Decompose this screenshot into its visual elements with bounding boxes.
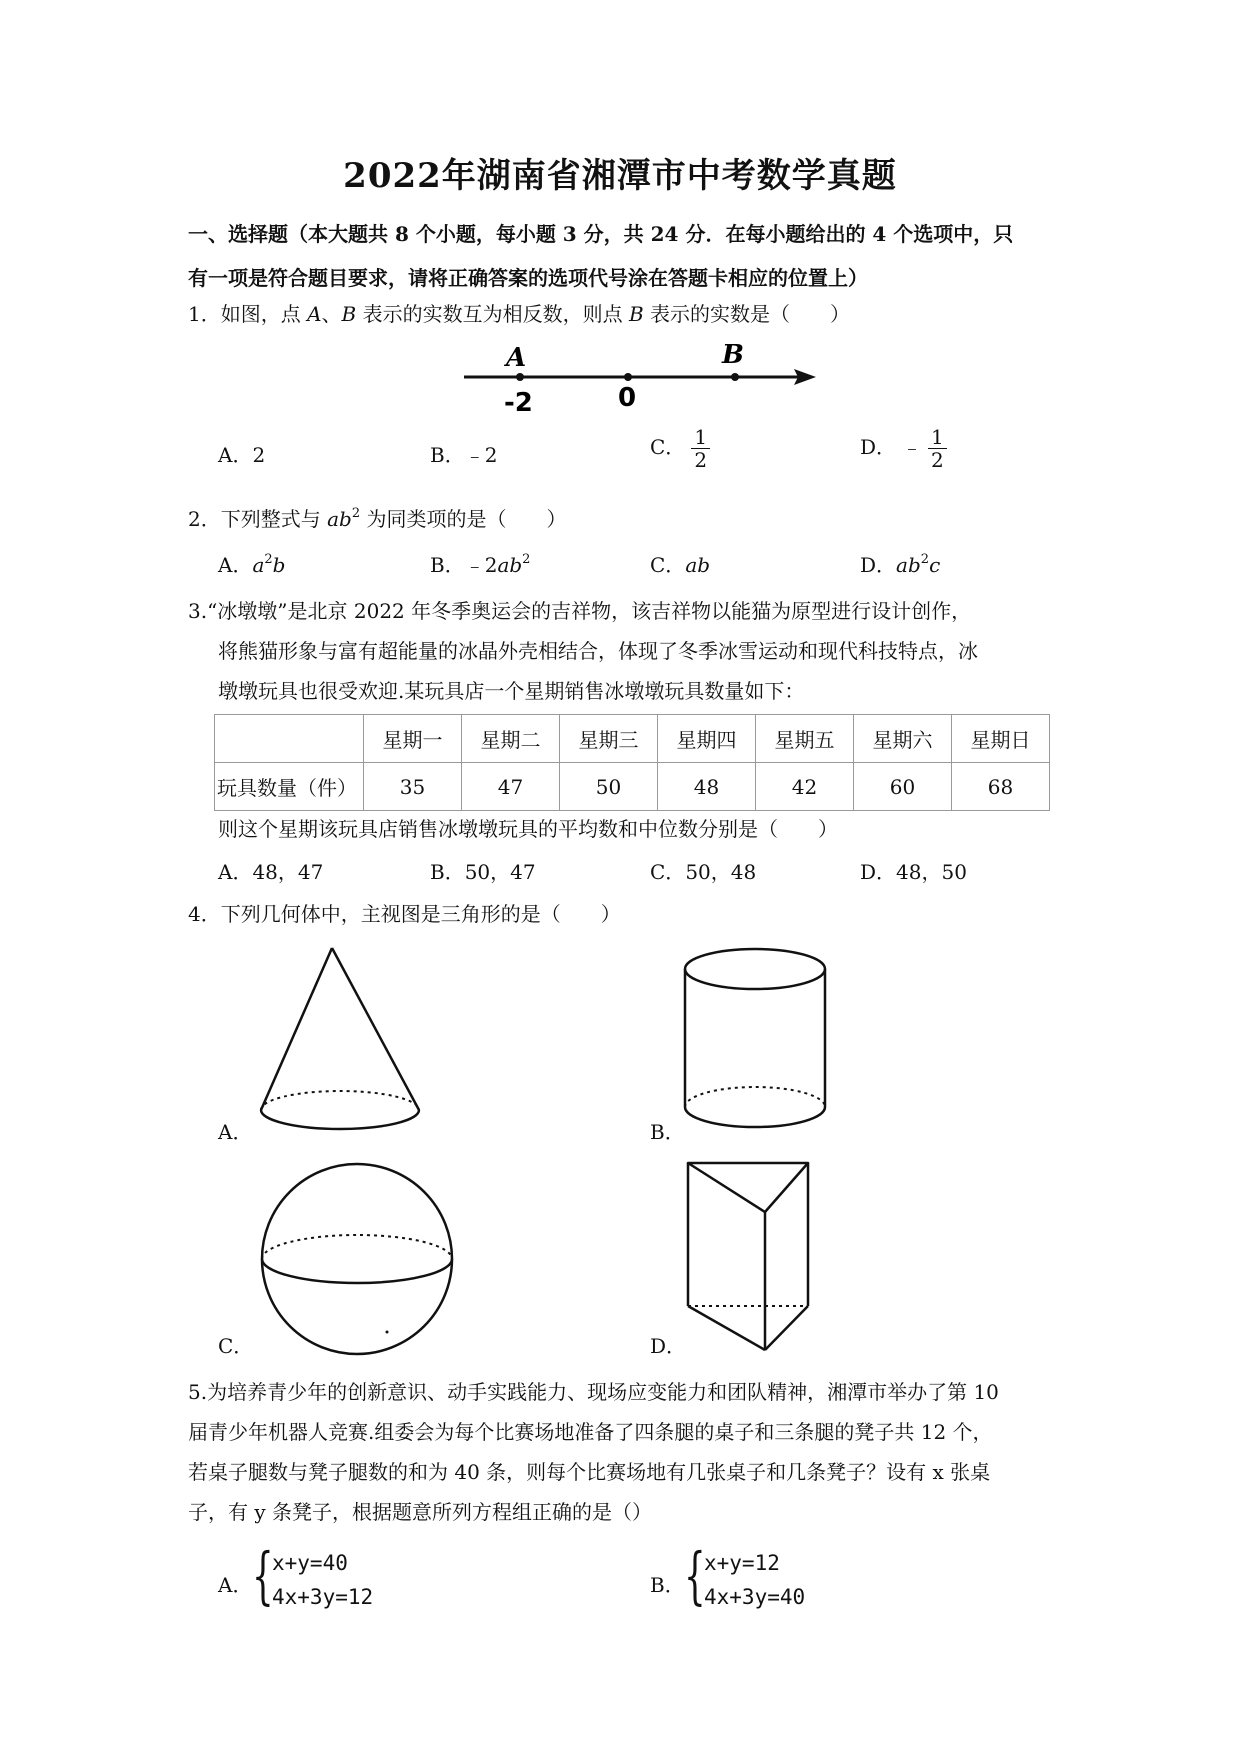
q1-option-a: A．2 xyxy=(218,443,266,467)
q3-option-b: B．50，47 xyxy=(430,860,536,884)
q5-option-a-label: A． xyxy=(218,1573,253,1597)
table-cell: 50 xyxy=(560,763,658,811)
fraction-one-half: $\frac{1}{2}$ xyxy=(928,426,947,471)
q2-option-d: D．$ab^2c$ xyxy=(860,552,941,577)
q4-option-b-label: B． xyxy=(650,1120,685,1144)
question-5-line-2: 届青少年机器人竞赛.组委会为每个比赛场地准备了四条腿的桌子和三条腿的凳子共 12 个， xyxy=(188,1420,993,1444)
tick-label-a: -2 xyxy=(504,388,533,418)
q3-option-d: D．48，50 xyxy=(860,860,967,884)
table-header-cell: 星期一 xyxy=(364,715,462,763)
q4-option-a-label: A． xyxy=(218,1120,253,1144)
question-5-line-4: 子，有 y 条凳子，根据题意所列方程组正确的是（） xyxy=(188,1500,653,1524)
q4-option-c-label: C． xyxy=(218,1334,254,1358)
sales-table xyxy=(214,714,1050,811)
point-a-dot xyxy=(516,373,524,381)
q2-option-a: A．$a^2b$ xyxy=(218,552,286,577)
question-5-line-1: 5.为培养青少年的创新意识、动手实践能力、现场应变能力和团队精神，湘潭市举办了第 10 xyxy=(188,1380,999,1404)
question-3-prompt: 则这个星期该玩具店销售冰墩墩玩具的平均数和中位数分别是（ ） xyxy=(218,817,838,841)
question-2-text: 2．下列整式与 $ab^2$ 为同类项的是（ ） xyxy=(188,506,567,531)
page-title: 2022年湖南省湘潭市中考数学真题 xyxy=(343,156,897,196)
q2-option-b: B．$﹣2ab^2$ xyxy=(430,552,531,577)
cylinder-figure xyxy=(680,945,840,1135)
fraction-one-half: $\frac{1}{2}$ xyxy=(691,426,710,471)
q5-option-b-label: B． xyxy=(650,1573,685,1597)
brace-icon: { xyxy=(684,1539,706,1612)
table-header-cell: 星期四 xyxy=(658,715,756,763)
table-header-cell: 星期六 xyxy=(854,715,952,763)
cone-figure xyxy=(255,945,435,1140)
point-a-label: A xyxy=(506,343,527,373)
q3-option-a: A．48，47 xyxy=(218,860,324,884)
triangular-prism-figure xyxy=(685,1158,815,1358)
section-header-line-2: 有一项是符合题目要求，请将正确答案的选项代号涂在答题卡相应的位置上） xyxy=(188,266,868,290)
q1-option-c: C． $\frac{1}{2}$ xyxy=(650,426,710,471)
table-header-cell: 星期日 xyxy=(952,715,1050,763)
equation: x+y=40 xyxy=(272,1551,348,1575)
question-3-line-3: 墩墩玩具也很受欢迎.某玩具店一个星期销售冰墩墩玩具数量如下： xyxy=(218,679,805,703)
brace-icon: { xyxy=(252,1539,274,1612)
section-header-line-1: 一、选择题（本大题共 8 个小题，每小题 3 分，共 24 分．在每小题给出的 4 个选项中，只 xyxy=(188,222,1014,246)
question-3-line-2: 将熊猫形象与富有超能量的冰晶外壳相结合，体现了冬季冰雪运动和现代科技特点，冰 xyxy=(218,639,978,663)
table-cell: 35 xyxy=(364,763,462,811)
table-cell: 47 xyxy=(462,763,560,811)
q5-option-a-system xyxy=(272,1546,373,1614)
q1-option-b: B．﹣2 xyxy=(430,443,498,467)
equation: x+y=12 xyxy=(704,1551,780,1575)
question-3-intro xyxy=(188,591,1088,711)
table-cell: 60 xyxy=(854,763,952,811)
table-row xyxy=(215,763,1050,811)
table-cell: 42 xyxy=(756,763,854,811)
table-header-cell: 星期二 xyxy=(462,715,560,763)
q4-option-d-label: D． xyxy=(650,1334,687,1358)
q2-option-c: C．ab xyxy=(650,553,711,577)
question-1-text: 1．如图，点 A、B 表示的实数互为相反数，则点 B 表示的实数是（ ） xyxy=(188,302,851,326)
table-header-row xyxy=(215,715,1050,763)
sphere-figure xyxy=(252,1160,462,1360)
tick-label-origin: 0 xyxy=(618,383,637,413)
table-header-cell xyxy=(215,715,364,763)
equation: 4x+3y=12 xyxy=(272,1585,374,1609)
section-header xyxy=(188,212,1068,300)
table-header-cell: 星期五 xyxy=(756,715,854,763)
q5-option-b-system xyxy=(704,1546,805,1614)
table-header-cell: 星期三 xyxy=(560,715,658,763)
table-row-label: 玩具数量（件） xyxy=(215,763,364,811)
question-5-line-3: 若桌子腿数与凳子腿数的和为 40 条，则每个比赛场地有几张桌子和几条凳子？设有 x 张桌 xyxy=(188,1460,991,1484)
question-5-text xyxy=(188,1372,1068,1532)
point-b-label: B xyxy=(722,340,744,370)
origin-dot xyxy=(624,373,632,381)
q3-option-c: C．50，48 xyxy=(650,860,757,884)
point-b-dot xyxy=(731,373,739,381)
table-cell: 48 xyxy=(658,763,756,811)
equation: 4x+3y=40 xyxy=(704,1585,806,1609)
number-line-figure xyxy=(460,340,820,420)
question-4-text: 4．下列几何体中，主视图是三角形的是（ ） xyxy=(188,902,621,926)
question-3-line-1: 3.“冰墩墩”是北京 2022 年冬季奥运会的吉祥物，该吉祥物以能猫为原型进行设计创作， xyxy=(188,599,972,623)
table-cell: 68 xyxy=(952,763,1050,811)
q1-option-d: D． ﹣ $\frac{1}{2}$ xyxy=(860,426,947,471)
